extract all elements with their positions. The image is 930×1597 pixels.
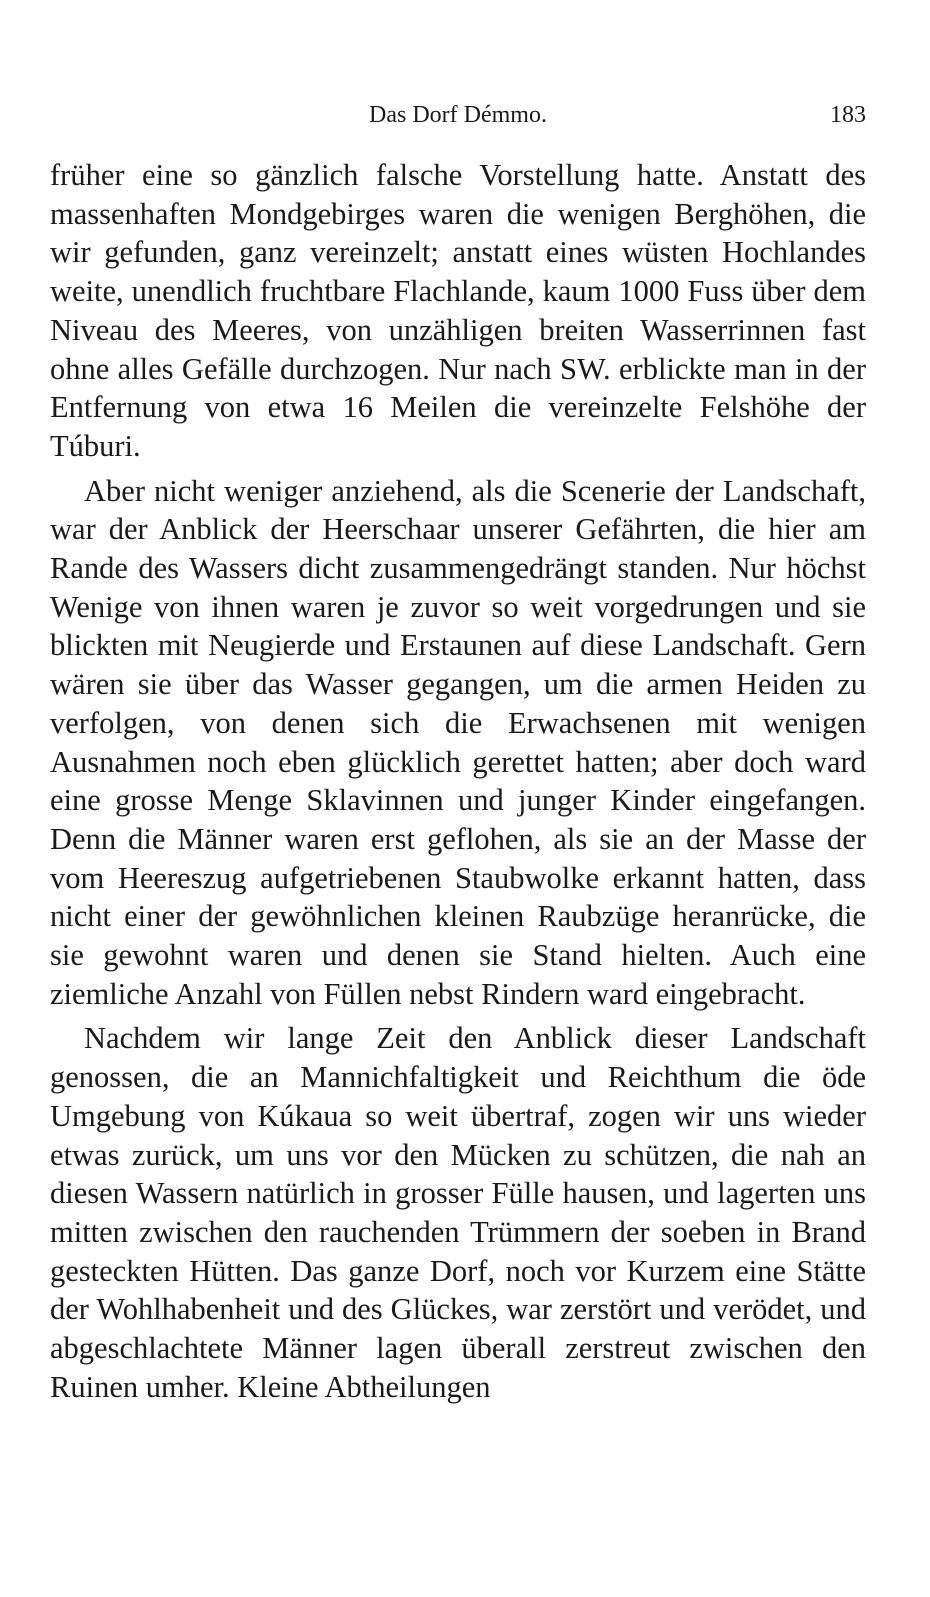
paragraph: Aber nicht weniger anziehend, als die Scenerie der Landschaft, war der Anblick der Heerschaar unserer Gefährten, die hier am Rande des Wassers dicht zusammengedrängt standen. Nur höchst Wenige von ihnen waren je zuvor so weit vorgedrungen und sie blickten mit Neugierde und Erstaunen auf diese Landschaft. Gern wären sie über das Wasser gegangen, um die armen Heiden zu verfolgen, von denen sich die Erwachsenen mit wenigen Ausnahmen noch eben glücklich gerettet hatten; aber doch ward eine grosse Menge Sklavinnen und junger Kinder eingefangen. Denn die Männer waren erst geflohen, als sie an der Masse der vom Heereszug aufgetriebenen Staubwolke erkannt hatten, dass nicht einer der gewöhnlichen kleinen Raubzüge heranrücke, die sie gewohnt waren und denen sie Stand hielten. Auch eine ziemliche Anzahl von Füllen nebst Rindern ward eingebracht. — [50, 473, 866, 1011]
paragraph-continuation: früher eine so gänzlich falsche Vorstellung hatte. Anstatt des massenhaften Mondgebirges waren die wenigen Berghöhen, die wir gefunden, ganz vereinzelt; anstatt eines wüsten Hochlandes weite, unendlich fruchtbare Flachlande, kaum 1000 Fuss über dem Niveau des Meeres, von unzähligen breiten Wasserrinnen fast ohne alles Gefälle durchzogen. Nur nach SW. erblickte man in der Entfernung von etwa 16 Meilen die vereinzelte Felshöhe der Túburi. — [50, 158, 866, 463]
body-text — [50, 156, 866, 1407]
paragraph: Nachdem wir lange Zeit den Anblick dieser Landschaft genossen, die an Mannichfaltigkeit und Reichthum die öde Umgebung von Kúkaua so weit übertraf, zogen wir uns wieder etwas zurück, um uns vor den Mücken zu schützen, die nah an diesen Wassern natürlich in grosser Fülle hausen, und lagerten uns mitten zwischen den rauchenden Trümmern der soeben in Brand gesteckten Hütten. Das ganze Dorf, noch vor Kurzem eine Stätte der Wohlhabenheit und des Glückes, war zerstört und verödet, und abgeschlachtete Männer lagen überall zerstreut zwischen den Ruinen umher. Kleine Abtheilungen — [50, 1021, 866, 1404]
page-header — [50, 102, 866, 138]
running-title: Das Dorf Démmo. — [369, 102, 547, 128]
page-number: 183 — [830, 102, 866, 128]
